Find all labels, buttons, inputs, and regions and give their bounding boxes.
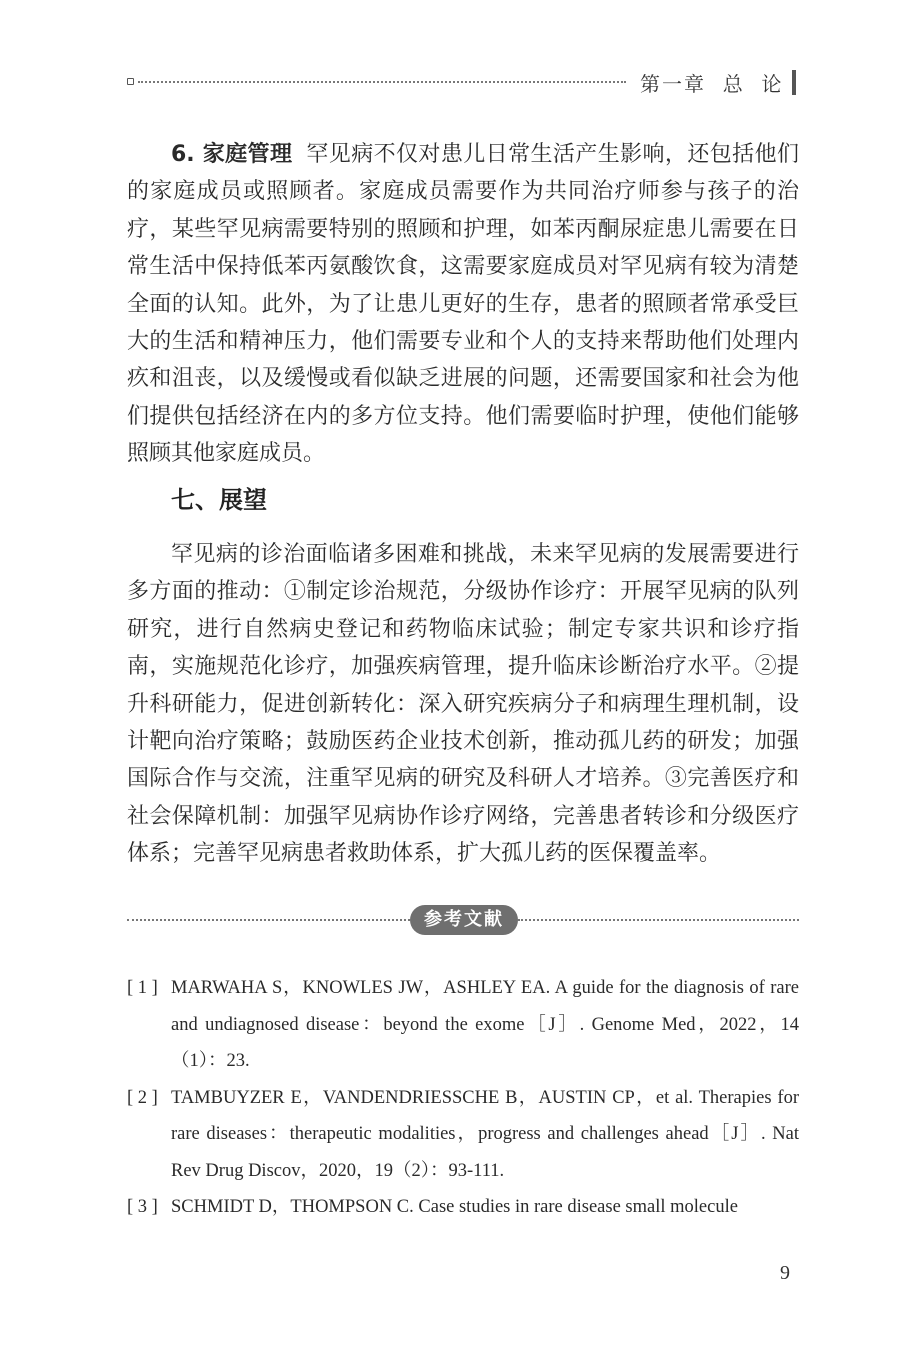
reference-item	[127, 1080, 799, 1190]
section7-title: 七、展望	[171, 486, 267, 514]
reference-number: [ 3 ]	[127, 1197, 158, 1217]
chapter-title: 第一章 总 论	[640, 72, 784, 96]
reference-text: SCHMIDT D，THOMPSON C. Case studies in rare disease small molecule	[171, 1197, 738, 1217]
reference-text: TAMBUYZER E，VANDENDRIESSCHE B，AUSTIN CP，et al. Therapies for rare diseases：therapeutic modalities，progress and challenges ahead［J］. Nat Rev Drug Discov，2020，19（2）：93-111.	[171, 1087, 799, 1181]
references-label: 参考文献	[410, 905, 518, 935]
reference-item	[127, 1189, 799, 1226]
header-dotted-rule	[138, 81, 626, 83]
section-outlook	[127, 536, 799, 873]
reference-number: [ 1 ]	[127, 978, 158, 998]
running-header	[0, 64, 900, 104]
divider-dots-left	[127, 919, 410, 921]
header-bar	[792, 70, 796, 95]
section7-body: 罕见病的诊治面临诸多困难和挑战，未来罕见病的发展需要进行多方面的推动：①制定诊治规范，分级协作诊疗：开展罕见病的队列研究，进行自然病史登记和药物临床试验；制定专家共识和诊疗指南，实施规范化诊疗，加强疾病管理，提升临床诊断治疗水平。②提升科研能力，促进创新转化：深入研究疾病分子和病理生理机制，设计靶向治疗策略；鼓励医药企业技术创新，推动孤儿药的研发；加强国际合作与交流，注重罕见病的研究及科研人才培养。③完善医疗和社会保障机制：加强罕见病协作诊疗网络，完善患者转诊和分级医疗体系；完善罕见病患者救助体系，扩大孤儿药的医保覆盖率。	[127, 542, 799, 867]
reference-item	[127, 970, 799, 1080]
divider-dots-right	[518, 919, 799, 921]
section6-paragraph	[127, 136, 799, 473]
section-family-management	[127, 136, 799, 473]
references-list	[127, 970, 799, 1226]
section6-heading: 6. 家庭管理	[171, 142, 293, 167]
section6-body: 罕见病不仅对患儿日常生活产生影响，还包括他们的家庭成员或照顾者。家庭成员需要作为共同治疗师参与孩子的治疗，某些罕见病需要特别的照顾和护理，如苯丙酮尿症患儿需要在日常生活中保持低苯丙氨酸饮食，这需要家庭成员对罕见病有较为清楚全面的认知。此外，为了让患儿更好的生存，患者的照顾者常承受巨大的生活和精神压力，他们需要专业和个人的支持来帮助他们处理内疚和沮丧，以及缓慢或看似缺乏进展的问题，还需要国家和社会为他们提供包括经济在内的多方位支持。他们需要临时护理，使他们能够照顾其他家庭成员。	[127, 142, 799, 467]
references-divider	[127, 905, 799, 935]
page-number: 9	[780, 1262, 790, 1284]
reference-number: [ 2 ]	[127, 1087, 158, 1108]
header-marker-icon	[127, 78, 134, 85]
reference-text: MARWAHA S，KNOWLES JW，ASHLEY EA. A guide for the diagnosis of rare and undiagnosed disease：beyond the exome［J］. Genome Med，2022，14（1）：23.	[171, 978, 799, 1071]
